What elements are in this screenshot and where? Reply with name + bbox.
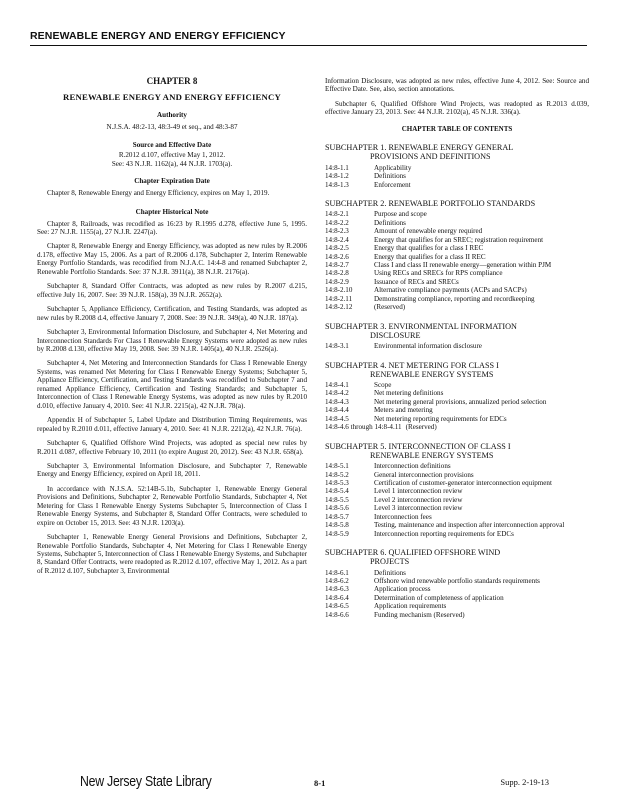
toc-entry	[325, 253, 589, 261]
section-number: 14:8-5.4	[325, 487, 349, 496]
section-number: 14:8-6.6	[325, 610, 349, 619]
toc-entry	[325, 585, 589, 593]
section-title: Application requirements	[374, 602, 447, 611]
section-title: Energy that qualifies for an SREC; registration requirement	[374, 235, 544, 244]
section-number: 14:8-4.4	[325, 406, 349, 415]
section-title: Alternative compliance payments (ACPs and SACPs)	[374, 286, 527, 295]
section-title: Level 2 interconnection review	[374, 495, 463, 504]
toc-entry	[325, 261, 589, 269]
section-title: Environmental information disclosure	[374, 342, 482, 351]
toc-list	[325, 210, 589, 311]
toc-entry	[325, 530, 589, 538]
section-title: Interconnection definitions	[374, 462, 451, 471]
toc-entry	[325, 462, 589, 470]
section-number: 14:8-2.10	[325, 286, 353, 295]
section-number: 14:8-4.3	[325, 397, 349, 406]
source-line: R.2012 d.107, effective May 1, 2012.	[118, 151, 226, 160]
section-number: 14:8-6.3	[325, 585, 349, 594]
section-number: 14:8-5.3	[325, 478, 349, 487]
toc-entry	[325, 479, 589, 487]
history-paragraph: Subchapter 6, Qualified Offshore Wind Projects, was adopted as special new rules by R.2011 d.087, effective February 10, 2011 (to expire August 20, 2012). See: 43 N.J.R. 658(a).	[37, 439, 307, 456]
history-paragraph: Information Disclosure, was adopted as new rules, effective June 4, 2012. See: Source and Effective Date. See, also, section annotations.	[325, 77, 589, 94]
expiration-text: Chapter 8, Renewable Energy and Energy Efficiency, expires on May 1, 2019.	[47, 188, 270, 197]
toc-entry	[325, 269, 589, 277]
toc-entry	[325, 236, 589, 244]
section-title: (Reserved)	[374, 303, 406, 312]
section-title: Offshore wind renewable portfolio standards requirements	[374, 577, 540, 585]
section-title: Net metering definitions	[374, 389, 444, 398]
toc-entry	[325, 303, 589, 311]
expiration-heading: Chapter Expiration Date	[134, 177, 210, 186]
section-number: 14:8-6.4	[325, 593, 349, 602]
right-column	[325, 62, 589, 619]
section-number: 14:8-2.4	[325, 235, 349, 244]
section-number: 14:8-1.2	[325, 172, 349, 181]
toc-entry	[325, 513, 589, 521]
section-title: Funding mechanism (Reserved)	[374, 610, 465, 619]
authority-heading: Authority	[157, 110, 187, 119]
subchapter-heading-line: PROJECTS	[370, 557, 410, 567]
toc-list	[325, 381, 589, 432]
toc-entry	[325, 389, 589, 397]
toc-entry	[325, 521, 589, 529]
toc-entry	[325, 227, 589, 235]
section-title: Certification of customer-generator interconnection equipment	[374, 478, 552, 487]
section-title: Determination of completeness of application	[374, 593, 504, 602]
subchapter-heading	[325, 442, 589, 460]
section-number: 14:8-4.5	[325, 414, 349, 423]
subchapter-heading-line: SUBCHAPTER 5. INTERCONNECTION OF CLASS I	[325, 441, 511, 451]
toc-entry	[325, 487, 589, 495]
left-column	[37, 62, 307, 575]
library-name: New Jersey State Library	[80, 773, 212, 790]
section-title: Energy that qualifies for a class I REC	[374, 244, 484, 253]
toc-entry	[325, 219, 589, 227]
section-number: 14:8-5.6	[325, 504, 349, 513]
subchapter-heading-line: DISCLOSURE	[370, 330, 421, 340]
section-title: Using RECs and SRECs for RPS compliance	[374, 269, 503, 278]
section-number: 14:8-6.2	[325, 577, 349, 585]
section-number: 14:8-1.1	[325, 163, 349, 172]
section-title: Demonstrating compliance, reporting and recordkeeping	[374, 294, 535, 303]
header-rule	[30, 45, 587, 46]
section-number: 14:8-3.1	[325, 342, 349, 351]
toc-entry	[325, 210, 589, 218]
toc-list	[325, 462, 589, 538]
section-title: Class I and class II renewable energy—generation within PJM	[374, 260, 552, 269]
section-number: 14:8-2.12	[325, 303, 353, 312]
supplement-date: Supp. 2-19-13	[500, 777, 549, 787]
history-paragraph: Subchapter 8, Standard Offer Contracts, was adopted as new rules by R.2007 d.215, effective July 16, 2007. See: 39 N.J.R. 158(a), 39 N.J.R. 2652(a).	[37, 282, 307, 299]
running-header: RENEWABLE ENERGY AND ENERGY EFFICIENCY	[30, 30, 286, 42]
section-title: Net metering general provisions, annualized period selection	[374, 397, 547, 406]
toc-entry	[325, 398, 589, 406]
source-heading: Source and Effective Date	[132, 140, 212, 149]
section-number: 14:8-5.1	[325, 462, 349, 471]
history-paragraph: Subchapter 4, Net Metering and Interconnection Standards for Class I Renewable Energy Systems, was renamed Net Metering for Class I Renewable Energy Systems; Subchapter 5, Appliance Efficiency, Certification, and Testing Standards was recodified to Subchapter 7 and renamed Appliance Efficiency, Certification and Testing Standards; and Subchapter 5, Interconnection of Class I Renewable Energy Systems, was adopted as new rules by R.2010 d.010, effective January 4, 2010. See: 41 N.J.R. 2215(a), 42 N.J.R. 78(a).	[37, 359, 307, 410]
section-number: 14:8-5.7	[325, 512, 349, 521]
subchapter-heading	[325, 199, 589, 208]
toc-entry	[325, 577, 589, 585]
history-paragraph: Chapter 8, Railroads, was recodified as 16:23 by R.1995 d.278, effective June 5, 1995. See: 27 N.J.R. 1155(a), 27 N.J.R. 2247(a).	[37, 219, 307, 236]
subchapter-heading-line: PROVISIONS AND DEFINITIONS	[370, 152, 491, 162]
section-title: Level 1 interconnection review	[374, 487, 463, 496]
section-title: Issuance of RECs and SRECs	[374, 277, 459, 286]
section-number: 14:8-5.8	[325, 521, 349, 530]
section-number: 14:8-2.8	[325, 269, 349, 278]
subchapter-heading-line: RENEWABLE ENERGY SYSTEMS	[370, 369, 494, 379]
section-number: 14:8-4.1	[325, 380, 349, 389]
toc-entry	[325, 415, 589, 423]
toc-entry	[325, 295, 589, 303]
section-number: 14:8-5.2	[325, 470, 349, 479]
subchapter-heading	[325, 143, 589, 161]
section-title: Enforcement	[374, 180, 411, 189]
subchapter-heading	[325, 361, 589, 379]
section-title: Amount of renewable energy required	[374, 227, 483, 236]
page-number: 8-1	[314, 778, 326, 788]
toc-entry	[325, 569, 589, 577]
subchapter-heading-line: RENEWABLE ENERGY SYSTEMS	[370, 450, 494, 460]
section-title: Level 3 interconnection review	[374, 504, 463, 513]
toc-entry	[325, 244, 589, 252]
toc-entry	[325, 286, 589, 294]
toc-entry	[325, 504, 589, 512]
section-number: 14:8-5.5	[325, 495, 349, 504]
toc-entry	[325, 164, 589, 172]
history-paragraph: In accordance with N.J.S.A. 52:14B-5.1b, Subchapter 1, Renewable Energy General Provisions and Definitions, Subchapter 2, Renewable Portfolio Standards, Subchapter 4, Net Metering for Class I Renewable Energy Systems Subchapter 5, Interconnection of Class I Renewable Energy Systems, and Subchapter 8, Standard Offer Contracts, were scheduled to expire on October 15, 2013. See: 43 N.J.R. 1203(a).	[37, 484, 307, 527]
toc-entry	[325, 423, 589, 431]
section-number: 14:8-6.1	[325, 568, 349, 577]
subchapter-heading-line: SUBCHAPTER 2. RENEWABLE PORTFOLIO STANDARDS	[325, 199, 536, 209]
section-title: Purpose and scope	[374, 210, 427, 219]
chapter-title: RENEWABLE ENERGY AND ENERGY EFFICIENCY	[63, 92, 281, 103]
section-title: (Reserved)	[405, 423, 437, 432]
section-number: 14:8-2.7	[325, 260, 349, 269]
toc-entry	[325, 381, 589, 389]
section-title: Definitions	[374, 568, 406, 577]
toc-entry	[325, 342, 589, 350]
chapter-number: CHAPTER 8	[146, 76, 198, 86]
section-title: Applicability	[374, 163, 412, 172]
section-title: Meters and metering	[374, 406, 433, 415]
toc-list	[325, 569, 589, 620]
section-number: 14:8-4.2	[325, 389, 349, 398]
section-title: Testing, maintenance and inspection after interconnection approval	[374, 521, 565, 530]
section-number: 14:8-2.3	[325, 227, 349, 236]
section-number: 14:8-2.11	[325, 294, 353, 303]
section-title: Application process	[374, 585, 431, 594]
section-number: 14:8-1.3	[325, 180, 349, 189]
toc-entry	[325, 602, 589, 610]
section-title: Definitions	[374, 218, 406, 227]
section-title: General interconnection provisions	[374, 470, 474, 479]
subchapter-heading-line: SUBCHAPTER 6. QUALIFIED OFFSHORE WIND	[325, 548, 501, 558]
section-number: 14:8-5.9	[325, 529, 349, 538]
toc-list	[325, 342, 589, 350]
section-number: 14:8-2.9	[325, 277, 349, 286]
section-number: 14:8-4.6 through 14:8-4.11	[325, 423, 402, 432]
history-paragraph: Subchapter 3, Environmental Information Disclosure, and Subchapter 4, Net Metering and Interconnection Standards For Class I Renewable Energy Systems were adopted as new rules by R.2008 d.130, effective May 19, 2008. See: 39 N.J.R. 1405(a), 40 N.J.R. 2526(a).	[37, 328, 307, 353]
page-footer	[30, 773, 587, 791]
section-title: Definitions	[374, 172, 406, 181]
section-number: 14:8-2.2	[325, 218, 349, 227]
history-notes	[37, 220, 307, 576]
table-of-contents	[325, 143, 589, 619]
authority-text: N.J.S.A. 48:2-13, 48:3-49 et seq., and 48:3-87	[106, 123, 238, 132]
toc-entry	[325, 471, 589, 479]
section-title: Energy that qualifies for a class II REC	[374, 252, 486, 261]
toc-entry	[325, 594, 589, 602]
toc-entry	[325, 278, 589, 286]
history-paragraph: Subchapter 5, Appliance Efficiency, Certification, and Testing Standards, was adopted as new rules by R.2008 d.4, effective January 7, 2008. See: 39 N.J.R. 349(a), 40 N.J.R. 187(a).	[37, 305, 307, 322]
history-paragraph: Subchapter 6, Qualified Offshore Wind Projects, was readopted as R.2013 d.039, effective January 23, 2013. See: 44 N.J.R. 2102(a), 45 N.J.R. 336(a).	[325, 99, 589, 117]
subchapter-heading	[325, 322, 589, 340]
section-title: Interconnection reporting requirements for EDCs	[374, 529, 514, 538]
toc-entry	[325, 406, 589, 414]
section-title: Net metering reporting requirements for EDCs	[374, 414, 507, 423]
section-number: 14:8-2.1	[325, 210, 349, 219]
history-paragraph: Chapter 8, Renewable Energy and Energy Efficiency, was adopted as new rules by R.2006 d.178, effective May 15, 2006. As a part of R.2006 d.178, Subchapter 2, Interim Renewable Energy Portfolio Standards, was recodified from N.J.A.C. 14:4-8 and renamed Subchapter 2, Renewable Portfolio Standards. See: 37 N.J.R. 3911(a), 38 N.J.R. 2176(a).	[37, 242, 307, 276]
section-number: 14:8-2.5	[325, 244, 349, 253]
subchapter-heading-line: SUBCHAPTER 3. ENVIRONMENTAL INFORMATION	[325, 321, 517, 331]
toc-entry	[325, 496, 589, 504]
toc-list	[325, 164, 589, 189]
history-paragraph: Appendix H of Subchapter 5, Label Update and Distribution Timing Requirements, was repealed by R.2010 d.011, effective January 4, 2010. See: 41 N.J.R. 2212(a), 42 N.J.R. 76(a).	[37, 416, 307, 433]
toc-entry	[325, 181, 589, 189]
history-paragraph: Subchapter 3, Environmental Information Disclosure, and Subchapter 7, Renewable Energy and Energy Efficiency, expired on April 18, 2011.	[37, 461, 307, 479]
toc-entry	[325, 611, 589, 619]
history-paragraph: Subchapter 1, Renewable Energy General Provisions and Definitions, Subchapter 2, Renewable Portfolio Standards, Subchapter 4, Net Metering for Class I Renewable Energy Systems, Subchapter 5, Interconnection of Class I Renewable Energy Systems, and Subchapter 8, Standard Offer Contracts, were readopted as R.2012 d.107, effective May 1, 2012. As a part of R.2012 d.107, Subchapter 3, Environmental	[37, 533, 307, 575]
toc-heading: CHAPTER TABLE OF CONTENTS	[401, 124, 513, 133]
history-heading: Chapter Historical Note	[135, 208, 209, 217]
section-title: Interconnection fees	[374, 512, 432, 521]
subchapter-heading-line: SUBCHAPTER 4. NET METERING FOR CLASS I	[325, 360, 499, 370]
source-line: See: 43 N.J.R. 1162(a), 44 N.J.R. 1703(a).	[111, 159, 233, 168]
section-number: 14:8-2.6	[325, 252, 349, 261]
section-title: Scope	[374, 380, 392, 389]
subchapter-heading-line: SUBCHAPTER 1. RENEWABLE ENERGY GENERAL	[325, 143, 514, 153]
subchapter-heading	[325, 548, 589, 566]
toc-entry	[325, 172, 589, 180]
section-number: 14:8-6.5	[325, 602, 349, 611]
history-continued	[325, 77, 589, 117]
